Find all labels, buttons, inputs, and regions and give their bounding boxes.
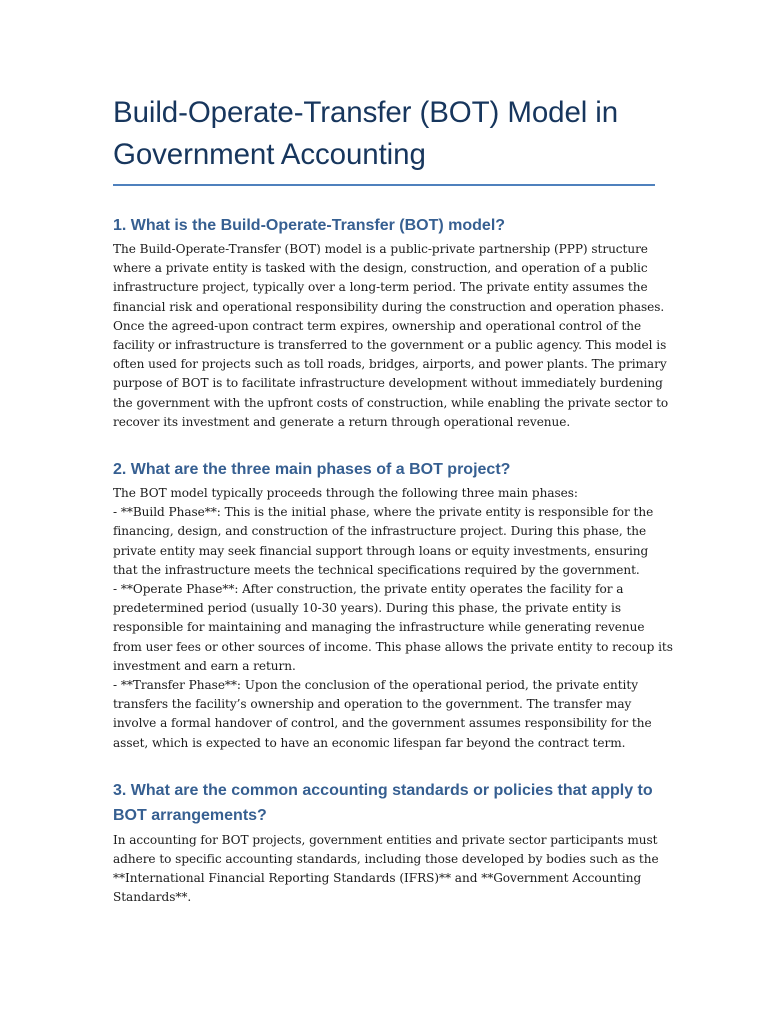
- paragraph-line: private entity may seek financial support through loans or equity investments, ensuring: [113, 543, 649, 558]
- paragraph-line: investment and earn a return.: [113, 658, 296, 673]
- document-title: [113, 92, 655, 184]
- section-2-heading: 2. What are the three main phases of a BOT project?: [113, 461, 511, 479]
- section-3-heading-line-1: 3. What are the common accounting standards or policies that apply to: [113, 781, 653, 799]
- section-3-heading-line-2: BOT arrangements?: [113, 806, 267, 824]
- paragraph-line: transfers the facility’s ownership and operation to the government. The transfer may: [113, 697, 632, 712]
- paragraph-line: In accounting for BOT projects, government entities and private sector participants must: [113, 832, 658, 847]
- document-title-line-1: Build-Operate-Transfer (BOT) Model in: [113, 96, 619, 129]
- paragraph-line: financial risk and operational responsibility during the construction and operation phases.: [113, 299, 665, 314]
- document-page: [113, 92, 673, 933]
- section-3: [113, 778, 659, 908]
- section-1-heading: 1. What is the Build-Operate-Transfer (BOT) model?: [113, 217, 506, 234]
- section-3-paragraph: [113, 831, 659, 908]
- paragraph-line: often used for projects such as toll roads, bridges, airports, and power plants. The primary: [113, 357, 667, 372]
- paragraph-line: Standards**.: [113, 890, 192, 905]
- title-divider: [113, 184, 655, 186]
- paragraph-line: responsible for maintaining and managing the infrastructure while generating revenue: [113, 620, 645, 635]
- paragraph-line: **International Financial Reporting Standards (IFRS)** and **Government Accounting: [113, 871, 642, 886]
- document-title-line-2: Government Accounting: [113, 138, 426, 171]
- paragraph-line: facility or infrastructure is transferred to the government or a public agency. This model is: [113, 338, 667, 353]
- paragraph-line: that the infrastructure meets the technical specifications required by the government.: [113, 562, 640, 577]
- paragraph-line: The Build-Operate-Transfer (BOT) model is a public-private partnership (PPP) structure: [113, 242, 648, 256]
- paragraph-line: adhere to specific accounting standards, including those developed by bodies such as the: [113, 852, 659, 867]
- paragraph-line: predetermined period (usually 10-30 years). During this phase, the private entity is: [113, 601, 621, 616]
- paragraph-line: where a private entity is tasked with the design, construction, and operation of a public: [113, 261, 648, 276]
- section-2-paragraph: [113, 484, 673, 753]
- section-1: [113, 213, 669, 432]
- paragraph-line: financing, design, and construction of the infrastructure project. During this phase, the: [113, 524, 647, 539]
- paragraph-line: from user fees or other sources of income. This phase allows the private entity to recoup its: [113, 639, 673, 654]
- paragraph-line: - **Transfer Phase**: Upon the conclusion of the operational period, the private entity: [113, 678, 638, 693]
- paragraph-line: purpose of BOT is to facilitate infrastructure development without immediately burdening: [113, 376, 663, 391]
- paragraph-line: - **Build Phase**: This is the initial phase, where the private entity is responsible for the: [113, 505, 654, 520]
- paragraph-line: - **Operate Phase**: After construction, the private entity operates the facility for a: [113, 582, 624, 597]
- section-3-heading: [113, 778, 655, 828]
- paragraph-line: the government with the upfront costs of construction, while enabling the private sector to: [113, 395, 669, 410]
- paragraph-line: involve a formal handover of control, and the government assumes responsibility for the: [113, 716, 652, 731]
- paragraph-line: Once the agreed-upon contract term expires, ownership and operational control of the: [113, 318, 642, 333]
- paragraph-line: recover its investment and generate a return through operational revenue.: [113, 414, 571, 429]
- section-1-paragraph: [113, 240, 669, 432]
- paragraph-line: asset, which is expected to have an economic lifespan far beyond the contract term.: [113, 735, 626, 750]
- paragraph-line: infrastructure project, typically over a long-term period. The private entity assumes the: [113, 280, 648, 295]
- section-2: [113, 457, 673, 753]
- paragraph-line: The BOT model typically proceeds through the following three main phases:: [113, 486, 578, 501]
